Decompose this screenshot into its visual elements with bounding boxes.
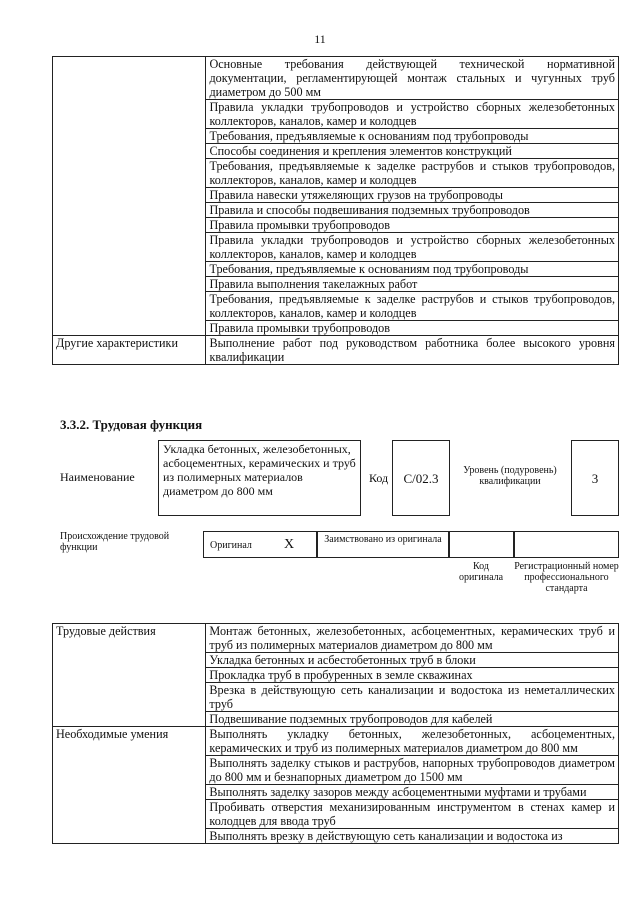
table-cell: Выполнять укладку бетонных, железобетонных, асбоцементных, керамических и труб из полимерных материалов диаметром до 800 мм: [206, 727, 619, 756]
original-cell: [203, 531, 317, 558]
code-label: Код: [369, 471, 389, 485]
page-number: 11: [314, 32, 326, 46]
table-cell: Правила навески утяжеляющих грузов на трубопроводы: [206, 188, 619, 203]
code-original-cell: [449, 531, 514, 558]
row-header: Другие характеристики: [53, 336, 206, 365]
level-label: Уровень (подуровень) квалификации: [463, 465, 557, 487]
table-cell: Выполнять врезку в действующую сеть канализации и водостока из: [206, 829, 619, 844]
table-row: [53, 336, 619, 365]
table-cell: Требования, предъявляемые к заделке раструбов и стыков трубопроводов, коллекторов, каналов, камер и колодцев: [206, 159, 619, 188]
original-mark: X: [284, 537, 295, 552]
table-cell: Требования, предъявляемые к основаниям под трубопроводы: [206, 129, 619, 144]
table-cell: Правила выполнения такелажных работ: [206, 277, 619, 292]
name-label: Наименование: [60, 470, 135, 484]
table-row: [53, 57, 619, 100]
table-cell: Требования, предъявляемые к основаниям под трубопроводы: [206, 262, 619, 277]
row-header: Трудовые действия: [53, 624, 206, 727]
table-cell: Врезка в действующую сеть канализации и водостока из неметаллических труб: [206, 683, 619, 712]
table-cell: Правила укладки трубопроводов и устройство сборных железобетонных коллекторов, каналов, камер и колодцев: [206, 100, 619, 129]
table-cell: Правила укладки трубопроводов и устройство сборных железобетонных коллекторов, каналов, камер и колодцев: [206, 233, 619, 262]
table-row: [53, 727, 619, 756]
original-label: Оригинал: [210, 540, 252, 551]
table-cell: Требования, предъявляемые к заделке раструбов и стыков трубопроводов, коллекторов, каналов, камер и колодцев: [206, 292, 619, 321]
origin-label: Происхождение трудовой функции: [60, 531, 170, 553]
table-cell: Выполнение работ под руководством работника более высокого уровня квалификации: [206, 336, 619, 365]
table-cell: Правила промывки трубопроводов: [206, 218, 619, 233]
table-cell: Пробивать отверстия механизированным инструментом в стенах камер и колодцев для ввода труб: [206, 800, 619, 829]
row-header: [53, 57, 206, 336]
level-box: 3: [571, 440, 619, 516]
code-original-label: Код оригинала: [458, 561, 504, 583]
table-cell: Прокладка труб в пробуренных в земле скважинах: [206, 668, 619, 683]
code-box: С/02.3: [392, 440, 450, 516]
borrowed-cell: Заимствовано из оригинала: [317, 531, 449, 558]
table-cell: Подвешивание подземных трубопроводов для кабелей: [206, 712, 619, 727]
table-cell: Выполнять заделку зазоров между асбоцементными муфтами и трубами: [206, 785, 619, 800]
reg-number-cell: [514, 531, 619, 558]
table-row: [53, 624, 619, 653]
reg-number-label: Регистрационный номер профессионального стандарта: [514, 561, 619, 594]
table-cell: Основные требования действующей технической нормативной документации, регламентирующей монтаж стальных и чугунных труб диаметром до 500 мм: [206, 57, 619, 100]
table-cell: Способы соединения и крепления элементов конструкций: [206, 144, 619, 159]
table-cell: Правила и способы подвешивания подземных трубопроводов: [206, 203, 619, 218]
table-cell: Выполнять заделку стыков и раструбов, напорных трубопроводов диаметром до 800 мм и безнапорных диаметром до 1500 мм: [206, 756, 619, 785]
function-name-box: Укладка бетонных, железобетонных, асбоцементных, керамических и труб из полимерных материалов диаметром до 800 мм: [158, 440, 361, 516]
table-cell: Укладка бетонных и асбестобетонных труб в блоки: [206, 653, 619, 668]
table-cell: Правила промывки трубопроводов: [206, 321, 619, 336]
work-actions-table: [52, 623, 619, 844]
row-header: Необходимые умения: [53, 727, 206, 844]
table-cell: Монтаж бетонных, железобетонных, асбоцементных, керамических труб и труб из полимерных материалов диаметром до 800 мм: [206, 624, 619, 653]
knowledge-table: [52, 56, 619, 365]
section-title: 3.3.2. Трудовая функция: [60, 417, 203, 432]
